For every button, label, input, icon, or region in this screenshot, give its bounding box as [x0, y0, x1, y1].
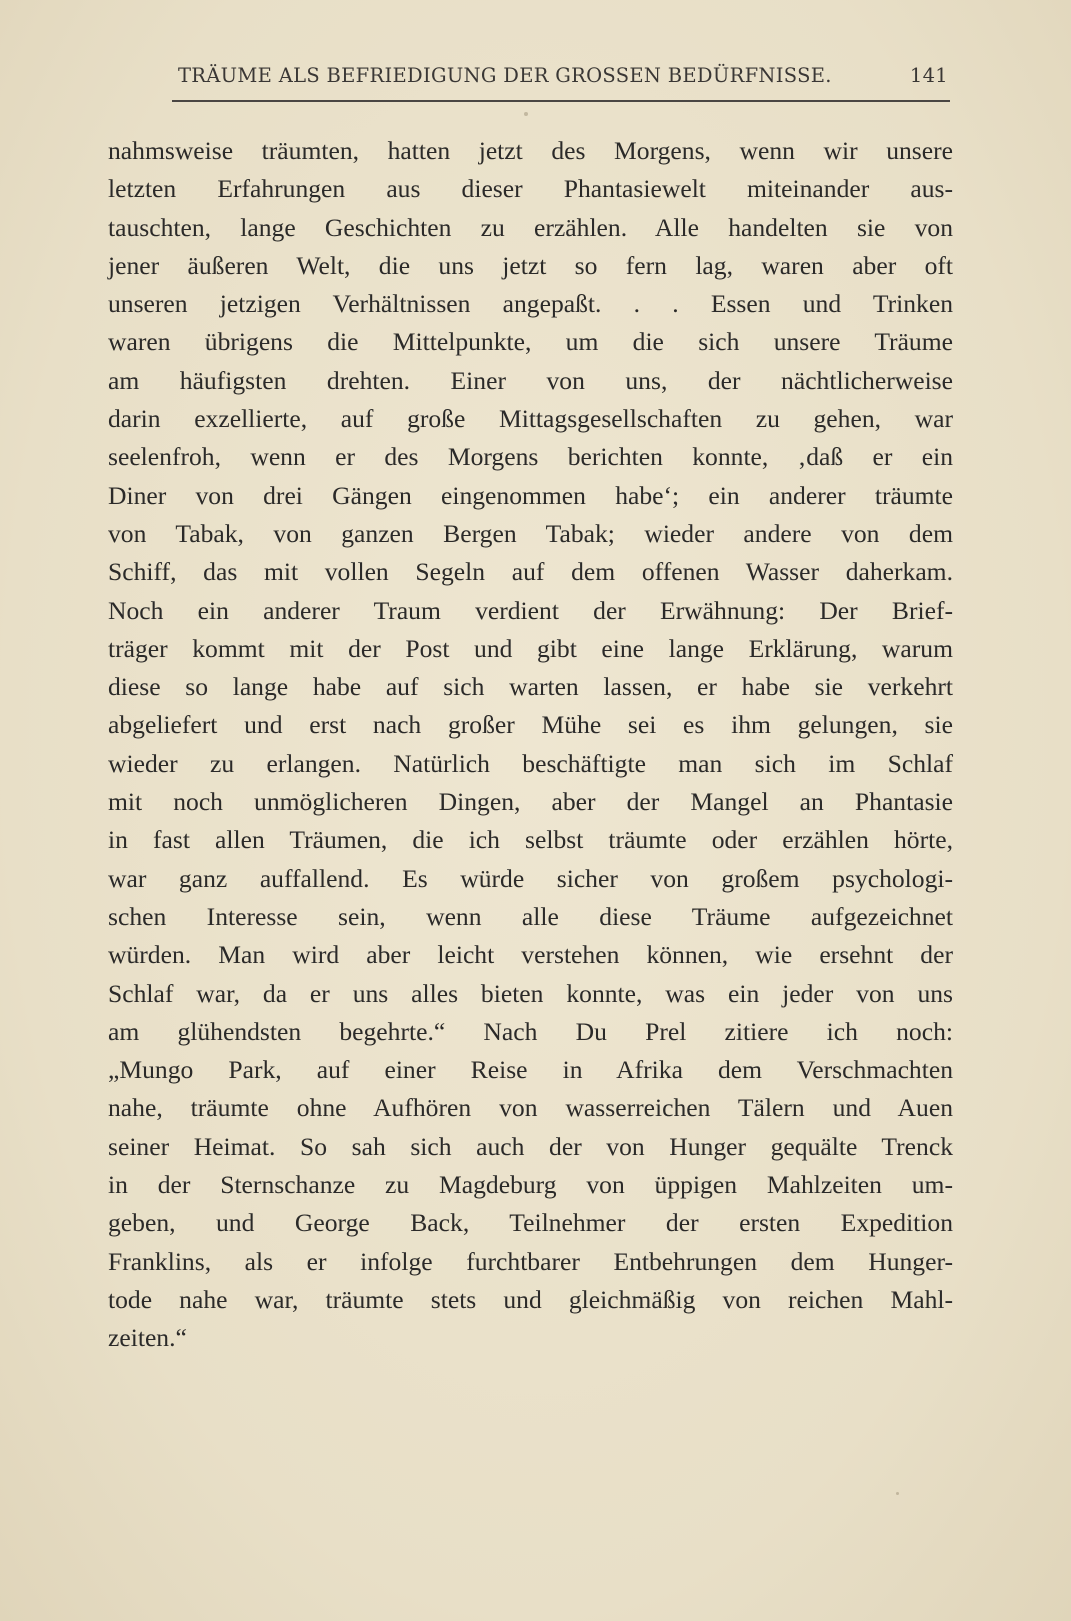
- text-line-12: Schiff, das mit vollen Segeln auf dem offenen Wasser daherkam.: [108, 557, 953, 587]
- text-line-9: seelenfroh, wenn er des Morgens berichten konnte, ‚daß er ein: [108, 442, 953, 472]
- text-line-2: letzten Erfahrungen aus dieser Phantasiewelt miteinander aus-: [108, 174, 953, 204]
- text-line-30: Franklins, als er infolge furchtbarer Entbehrungen dem Hunger-: [108, 1246, 953, 1276]
- text-line-17: wieder zu erlangen. Natürlich beschäftigte man sich im Schlaf: [108, 748, 953, 778]
- text-line-7: am häufigsten drehten. Einer von uns, der nächtlicherweise: [108, 365, 953, 395]
- text-line-26: nahe, träumte ohne Aufhören von wasserreichen Tälern und Auen: [108, 1093, 953, 1123]
- text-line-8: darin exzellierte, auf große Mittagsgesellschaften zu gehen, war: [108, 404, 953, 434]
- text-line-1: nahmsweise träumten, hatten jetzt des Morgens, wenn wir unsere: [108, 136, 953, 165]
- text-line-28: in der Sternschanze zu Magdeburg von üppigen Mahlzeiten um-: [108, 1170, 953, 1200]
- text-line-31: tode nahe war, träumte stets und gleichmäßig von reichen Mahl-: [108, 1284, 953, 1314]
- body-text: [108, 132, 953, 1358]
- text-line-15: diese so lange habe auf sich warten lassen, er habe sie verkehrt: [108, 672, 953, 702]
- text-line-14: träger kommt mit der Post und gibt eine lange Erklärung, warum: [108, 633, 953, 663]
- text-line-11: von Tabak, von ganzen Bergen Tabak; wieder andere von dem: [108, 518, 953, 548]
- text-line-10: Diner von drei Gängen eingenommen habe‘; ein anderer träumte: [108, 480, 953, 510]
- text-line-3: tauschten, lange Geschichten zu erzählen. Alle handelten sie von: [108, 212, 953, 242]
- text-line-23: Schlaf war, da er uns alles bieten konnte, was ein jeder von uns: [108, 978, 953, 1008]
- text-line-13: Noch ein anderer Traum verdient der Erwähnung: Der Brief-: [108, 595, 953, 625]
- text-line-4: jener äußeren Welt, die uns jetzt so fern lag, waren aber oft: [108, 250, 953, 280]
- running-head-title: TRÄUME ALS BEFRIEDIGUNG DER GROSSEN BEDÜRFNISSE.: [178, 64, 832, 87]
- text-line-20: war ganz auffallend. Es würde sicher von großem psychologi-: [108, 863, 953, 893]
- text-line-24: am glühendsten begehrte.“ Nach Du Prel zitiere ich noch:: [108, 1016, 953, 1046]
- running-head: [178, 64, 948, 87]
- text-line-6: waren übrigens die Mittelpunkte, um die sich unsere Träume: [108, 327, 953, 357]
- text-line-22: würden. Man wird aber leicht verstehen können, wie ersehnt der: [108, 940, 953, 970]
- text-line-32: zeiten.“: [108, 1323, 187, 1353]
- text-line-29: geben, und George Back, Teilnehmer der ersten Expedition: [108, 1208, 953, 1238]
- header-rule: [172, 100, 950, 102]
- text-line-16: abgeliefert und erst nach großer Mühe sei es ihm gelungen, sie: [108, 710, 953, 740]
- text-line-19: in fast allen Träumen, die ich selbst träumte oder erzählen hörte,: [108, 825, 953, 855]
- text-line-5: unseren jetzigen Verhältnissen angepaßt. . . Essen und Trinken: [108, 289, 953, 319]
- text-line-18: mit noch unmöglicheren Dingen, aber der Mangel an Phantasie: [108, 787, 953, 817]
- paper-speck: [896, 1492, 899, 1495]
- text-line-27: seiner Heimat. So sah sich auch der von Hunger gequälte Trenck: [108, 1131, 953, 1161]
- text-line-21: schen Interesse sein, wenn alle diese Träume aufgezeichnet: [108, 901, 953, 931]
- page-number: 141: [909, 64, 948, 87]
- paper-speck: [524, 112, 528, 116]
- text-line-25: „Mungo Park, auf einer Reise in Afrika dem Verschmachten: [108, 1055, 953, 1085]
